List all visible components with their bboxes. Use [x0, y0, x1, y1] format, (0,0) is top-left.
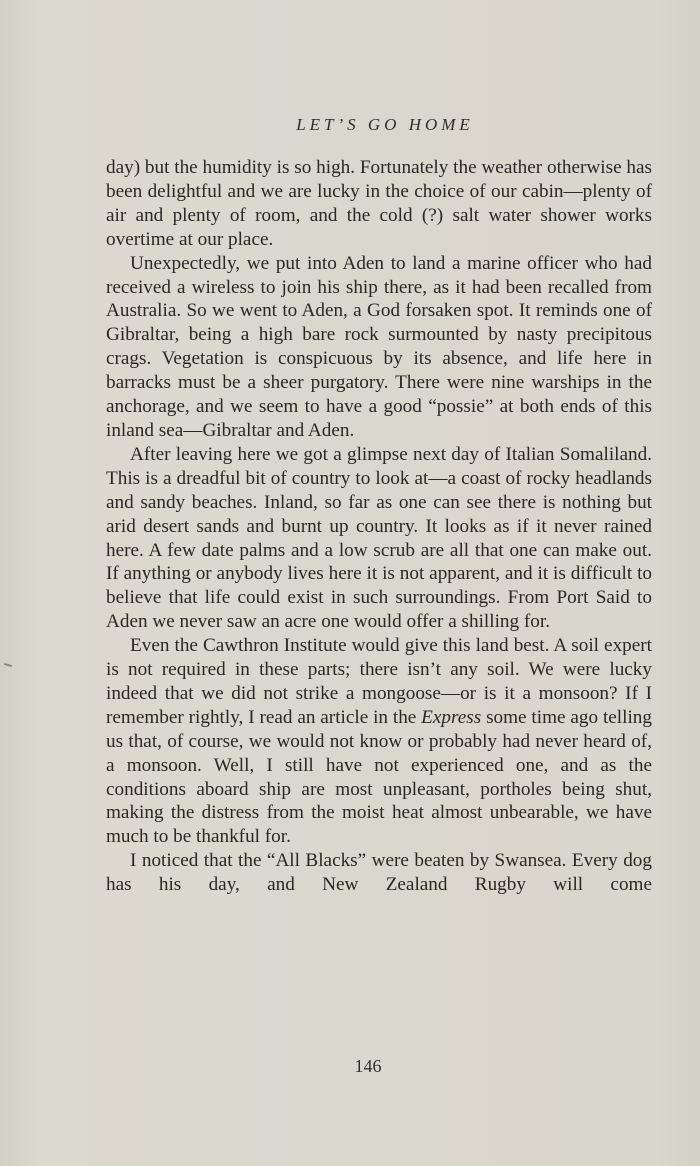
paragraph-1: day) but the humidity is so high. Fortunately the weather otherwise has been delightful and we are lucky in the choice of our cabin—plenty of air and plenty of room, and the cold (?) salt water shower works overtime at our place. — [106, 157, 652, 250]
page-number: 146 — [354, 1056, 382, 1076]
paragraph-4-text-a: Even the Cawthron Institute would give this land best. A soil expert is not required in these parts; there isn’t any soil. We were lucky indeed that we did not strike a mongoose—or is it a monsoon? If I remember rightly, I read an article in the — [106, 635, 652, 728]
paragraph-3: After leaving here we got a glimpse next day of Italian Somaliland. This is a dreadful bit of country to look at—a coast of rocky headlands and sandy beaches. Inland, so far as one can see there is nothing but arid desert sands and burnt up country. It looks as if it never rained here. A few date palms and a low scrub are all that one can make out. If anything or anybody lives here it is not apparent, and it is difficult to believe that life could exist in such surroundings. From Port Said to Aden we never saw an acre one would offer a shilling for. — [106, 443, 652, 633]
running-head: LET’S GO HOME — [296, 115, 474, 134]
body-text — [106, 156, 652, 897]
paragraph-5: I noticed that the “All Blacks” were beaten by Swansea. Every dog has his day, and New Zealand Rugby will come — [106, 850, 652, 896]
paragraph-4-italic: Express — [421, 706, 482, 728]
margin-mark — [4, 663, 12, 667]
paragraph-4-text-b: some time ago telling us that, of course, we would not know or probably had never heard of, a monsoon. Well, I still have not experienced one, and as the conditions aboard ship are most unpleasant, portholes being shut, making the distress from the moist heat almost unbearable, we have much to be thankful for. — [106, 706, 652, 848]
paragraph-2: Unexpectedly, we put into Aden to land a marine officer who had received a wireless to join his ship there, as it had been recalled from Australia. So we went to Aden, a God forsaken spot. It reminds one of Gibraltar, being a high bare rock surmounted by nasty precipitous crags. Vegetation is conspicuous by its absence, and life here in barracks must be a sheer purgatory. There were nine warships in the anchorage, and we seem to have a good “possie” at both ends of this inland sea—Gibraltar and Aden. — [106, 252, 652, 441]
paragraph-4 — [106, 634, 652, 849]
